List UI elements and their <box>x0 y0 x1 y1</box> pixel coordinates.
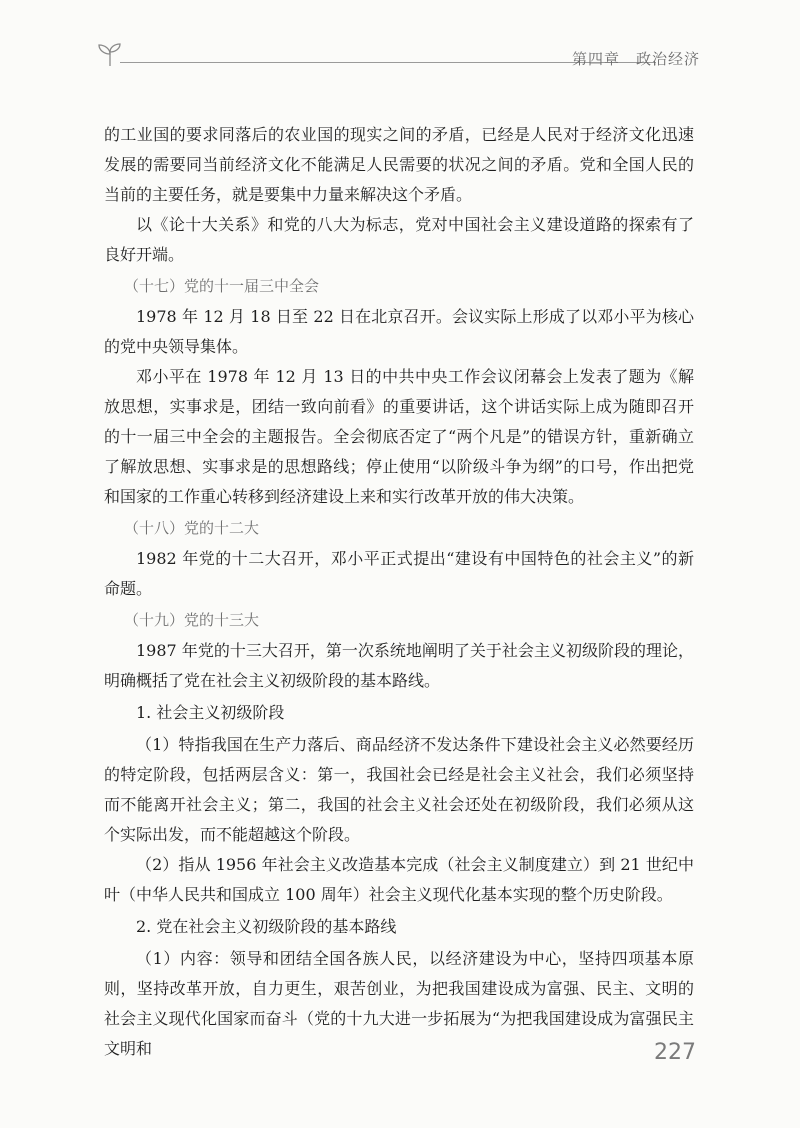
section-heading: （十九）党的十三大 <box>124 611 260 629</box>
page-content <box>104 120 694 1064</box>
sprout-icon <box>96 40 124 70</box>
paragraph: 以《论十大关系》和党的八大为标志，党对中国社会主义建设道路的探索有了良好开端。 <box>104 215 694 264</box>
paragraph: 1978 年 12 月 18 日至 22 日在北京召开。会议实际上形成了以邓小平为核心的党中央领导集体。 <box>104 307 694 356</box>
section-heading: （十八）党的十二大 <box>124 519 260 537</box>
paragraph: 1982 年党的十二大召开，邓小平正式提出“建设有中国特色的社会主义”的新命题。 <box>104 549 694 598</box>
page-header <box>96 40 700 80</box>
subsection-heading: 2. 党在社会主义初级阶段的基本路线 <box>136 917 397 936</box>
section-heading: （十七）党的十一届三中全会 <box>124 277 320 295</box>
chapter-title: 第四章 政治经济 <box>571 50 700 68</box>
paragraph: （1）内容：领导和团结全国各族人民，以经济建设为中心，坚持四项基本原则，坚持改革开放，自力更生，艰苦创业，为把我国建设成为富强、民主、文明的社会主义现代化国家而奋斗（党的十九大进一步拓展为“为把我国建设成为富强民主文明和 <box>104 949 694 1058</box>
paragraph: 邓小平在 1978 年 12 月 13 日的中共中央工作会议闭幕会上发表了题为《解放思想，实事求是，团结一致向前看》的重要讲话，这个讲话实际上成为随即召开的十一届三中全会的主题报告。全会彻底否定了“两个凡是”的错误方针，重新确立了解放思想、实事求是的思想路线；停止使用“以阶级斗争为纲”的口号，作出把党和国家的工作重心转移到经济建设上来和实行改革开放的伟大决策。 <box>104 367 694 506</box>
paragraph: 1987 年党的十三大召开，第一次系统地阐明了关于社会主义初级阶段的理论，明确概括了党在社会主义初级阶段的基本路线。 <box>104 641 694 690</box>
paragraph: （1）特指我国在生产力落后、商品经济不发达条件下建设社会主义必然要经历的特定阶段，包括两层含义：第一，我国社会已经是社会主义社会，我们必须坚持而不能离开社会主义；第二，我国的社会主义社会还处在初级阶段，我们必须从这个实际出发，而不能超越这个阶段。 <box>104 735 694 844</box>
paragraph: （2）指从 1956 年社会主义改造基本完成（社会主义制度建立）到 21 世纪中叶（中华人民共和国成立 100 周年）社会主义现代化基本实现的整个历史阶段。 <box>104 855 694 904</box>
paragraph: 的工业国的要求同落后的农业国的现实之间的矛盾，已经是人民对于经济文化迅速发展的需要同当前经济文化不能满足人民需要的状况之间的矛盾。党和全国人民的当前的主要任务，就是要集中力量来解决这个矛盾。 <box>104 125 694 204</box>
subsection-heading: 1. 社会主义初级阶段 <box>136 703 285 722</box>
page-number: 227 <box>654 1040 696 1065</box>
